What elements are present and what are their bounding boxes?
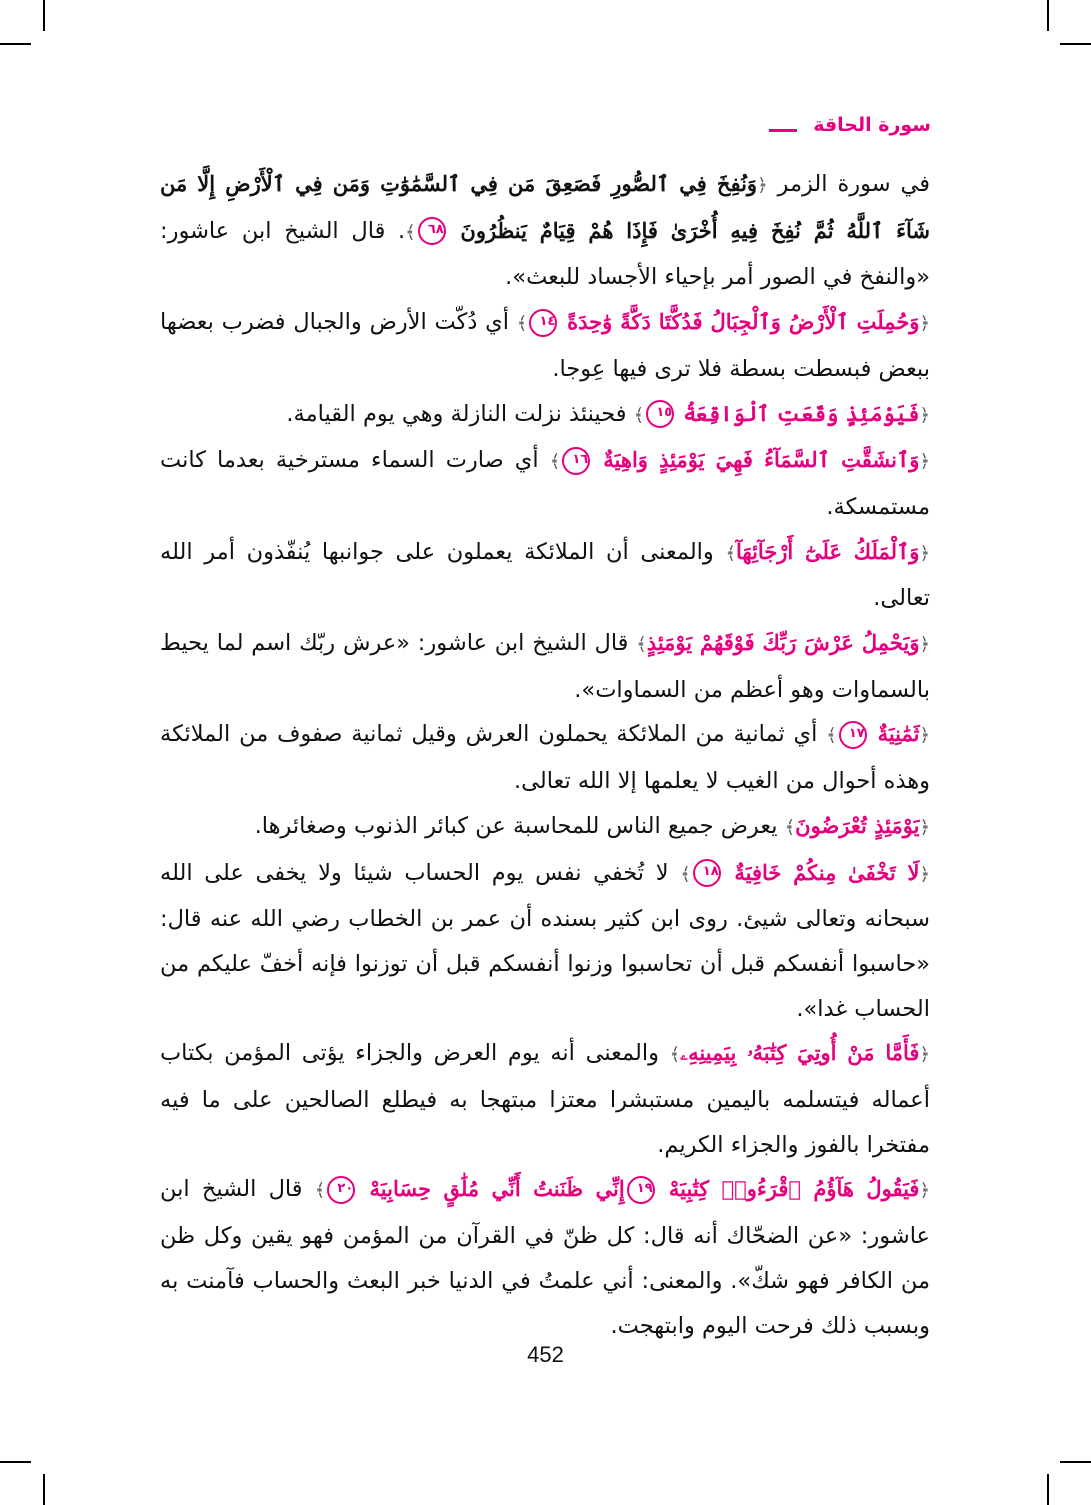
crop-mark-bottom-left-v xyxy=(43,1474,45,1505)
paragraph-7 xyxy=(160,712,930,803)
open-bracket: ﴿ xyxy=(757,175,768,196)
paragraph-10 xyxy=(160,1031,930,1167)
open-bracket: ﴿ xyxy=(919,725,931,747)
open-bracket: ﴿ xyxy=(919,1044,930,1066)
commentary-text: لا تُخفي نفس يوم الحساب شيئا ولا يخفى على الله سبحانه وتعالى شيئ. روى ابن كثير بسنده أن عمر بن الخطاب رضي الله عنه قال: «حاسبوا أنفسكم قبل أن تحاسبوا وزنوا أنفسكم قبل أن توزنوا فإنه أخفّ عليكم من الحساب غدا». xyxy=(160,859,930,1022)
open-bracket: ﴿ xyxy=(919,863,930,885)
commentary-text: أي صارت السماء مسترخية بعدما كانت مستمسكة. xyxy=(160,447,930,520)
paragraph-8 xyxy=(160,804,930,851)
quran-verse: فَأَمَّا مَنْ أُوتِيَ كِتَٰبَهُۥ بِيَمِينِهِۦ xyxy=(680,1040,920,1066)
quran-verse: فَيَوْمَئِذٍ وَقَعَتِ ٱلْوَاقِعَةُ xyxy=(683,400,920,426)
quran-verse: فَيَقُولُ هَآؤُمُ ٱقْرَءُوا۟ كِتَٰبِيَهْ xyxy=(668,1176,920,1202)
open-bracket: ﴿ xyxy=(919,404,930,426)
ayah-number-badge-2: ٢٠ xyxy=(327,1176,355,1204)
quran-verse: يَوْمَئِذٍ تُعْرَضُونَ xyxy=(795,812,920,838)
quran-verse: لَا تَخْفَىٰ مِنكُمْ خَافِيَةٌ xyxy=(734,859,920,885)
commentary-text: قال الشيخ ابن عاشور: «عرش ربّك اسم لما يحيط بالسماوات وهو أعظم من السماوات». xyxy=(160,630,930,703)
header-rule xyxy=(769,129,797,132)
ayah-number-badge: ١٦ xyxy=(562,447,590,475)
close-bracket: ﴾ xyxy=(314,1180,326,1202)
quran-verse: وَنُفِخَ فِي ٱلصُّورِ فَصَعِقَ مَن فِي ٱلسَّمَٰوَٰتِ وَمَن فِي ٱلْأَرْضِ إِلَّا مَن شَآءَ ٱللَّهُ ثُمَّ نُفِخَ فِيهِ أُخْرَىٰ فَإِذَا هُمْ قِيَامٌ يَنظُرُونَ xyxy=(160,171,930,243)
crop-mark-top-left-v xyxy=(43,0,45,31)
paragraph-5 xyxy=(160,530,930,621)
paragraph-11 xyxy=(160,1167,930,1348)
commentary-text: والمعنى أنه يوم العرض والجزاء يؤتى المؤمن بكتاب أعماله فيتسلمه باليمين مستبشرا معتزا مبتهجا به فيطلع الصالحين على ما فيه مفتخرا بالفوز والجزاء الكريم. xyxy=(160,1040,930,1158)
open-bracket: ﴿ xyxy=(919,313,930,335)
close-bracket: ﴾ xyxy=(669,1044,681,1066)
running-head xyxy=(769,114,931,136)
crop-mark-bottom-right-v xyxy=(1047,1474,1049,1505)
crop-mark-top-left-h xyxy=(0,43,31,45)
open-bracket: ﴿ xyxy=(919,816,930,838)
close-bracket: ﴾ xyxy=(784,816,796,838)
crop-mark-top-right-h xyxy=(1060,43,1091,45)
close-bracket: ﴾ xyxy=(680,863,691,885)
surah-title: سورة الحاقة xyxy=(813,114,931,136)
paragraph-3 xyxy=(160,392,930,439)
paragraph-4 xyxy=(160,438,930,529)
close-bracket: ﴾ xyxy=(516,313,528,335)
commentary-text: . قال الشيخ ابن عاشور: «والنفخ في الصور أمر بإحياء الأجساد للبعث». xyxy=(160,217,930,291)
quran-verse: وَحُمِلَتِ ٱلْأَرْضُ وَٱلْجِبَالُ فَدُكَّتَا دَكَّةً وَٰحِدَةً xyxy=(567,309,920,335)
close-bracket: ﴾ xyxy=(826,725,837,747)
close-bracket: ﴾ xyxy=(405,221,416,243)
paragraph-2 xyxy=(160,300,930,391)
intro-text: في سورة الزمر xyxy=(777,171,931,197)
quran-verse: وَيَحْمِلُ عَرْشَ رَبِّكَ فَوْقَهُمْ يَوْمَئِذٍ xyxy=(646,630,920,656)
commentary-text: أي دُكّت الأرض والجبال فضرب بعضها ببعض فبسطت بسطة فلا ترى فيها عِوجا. xyxy=(160,309,930,382)
close-bracket: ﴾ xyxy=(633,404,645,426)
page-number: 452 xyxy=(527,1342,564,1367)
quran-verse: وَٱنشَقَّتِ ٱلسَّمَآءُ فَهِيَ يَوْمَئِذٍ وَاهِيَةٌ xyxy=(603,447,920,473)
crop-mark-bottom-right-h xyxy=(1060,1461,1091,1463)
open-bracket: ﴿ xyxy=(919,634,931,656)
crop-mark-top-right-v xyxy=(1047,0,1049,31)
close-bracket: ﴾ xyxy=(549,451,561,473)
quran-verse-2: إِنِّي ظَنَنتُ أَنِّي مُلَٰقٍ حِسَابِيَهْ xyxy=(369,1176,625,1202)
open-bracket: ﴿ xyxy=(919,451,930,473)
open-bracket: ﴿ xyxy=(919,542,930,564)
ayah-number-badge: ٦٨ xyxy=(418,217,446,245)
ayah-number-badge: ١٤ xyxy=(529,309,557,337)
paragraph-9 xyxy=(160,851,930,1032)
commentary-text: أي ثمانية من الملائكة يحملون العرش وقيل ثمانية صفوف من الملائكة وهذه أحوال من الغيب لا يعلمها إلا الله تعالى. xyxy=(160,721,930,795)
quran-verse: وَٱلْمَلَكُ عَلَىٰٓ أَرْجَآئِهَآ xyxy=(735,538,920,564)
page-body xyxy=(160,162,930,1348)
quran-verse: ثَمَٰنِيَةٌ xyxy=(877,721,920,747)
commentary-text: والمعنى أن الملائكة يعملون على جوانبها يُنفّذون أمر الله تعالى. xyxy=(160,538,930,612)
close-bracket: ﴾ xyxy=(725,542,736,564)
open-bracket: ﴿ xyxy=(919,1180,930,1202)
commentary-text: قال الشيخ ابن عاشور: «عن الضحّاك أنه قال: كل ظنّ في القرآن من المؤمن فهو يقين وكل ظن من الكافر فهو شكّ». والمعنى: أني علمتُ في الدنيا خبر البعث والحساب فآمنت به وبسبب ذلك فرحت اليوم وابتهجت. xyxy=(160,1176,930,1339)
ayah-number-badge: ١٥ xyxy=(646,400,674,428)
commentary-text: فحينئذ نزلت النازلة وهي يوم القيامة. xyxy=(286,400,627,427)
ayah-number-badge: ١٩ xyxy=(627,1176,655,1204)
paragraph-6 xyxy=(160,621,930,712)
ayah-number-badge: ١٨ xyxy=(693,859,721,887)
close-bracket: ﴾ xyxy=(636,634,647,656)
ayah-number-badge: ١٧ xyxy=(839,721,867,749)
commentary-text: يعرض جميع الناس للمحاسبة عن كبائر الذنوب وصغائرها. xyxy=(254,812,778,839)
crop-mark-bottom-left-h xyxy=(0,1461,31,1463)
paragraph-1 xyxy=(160,162,930,300)
